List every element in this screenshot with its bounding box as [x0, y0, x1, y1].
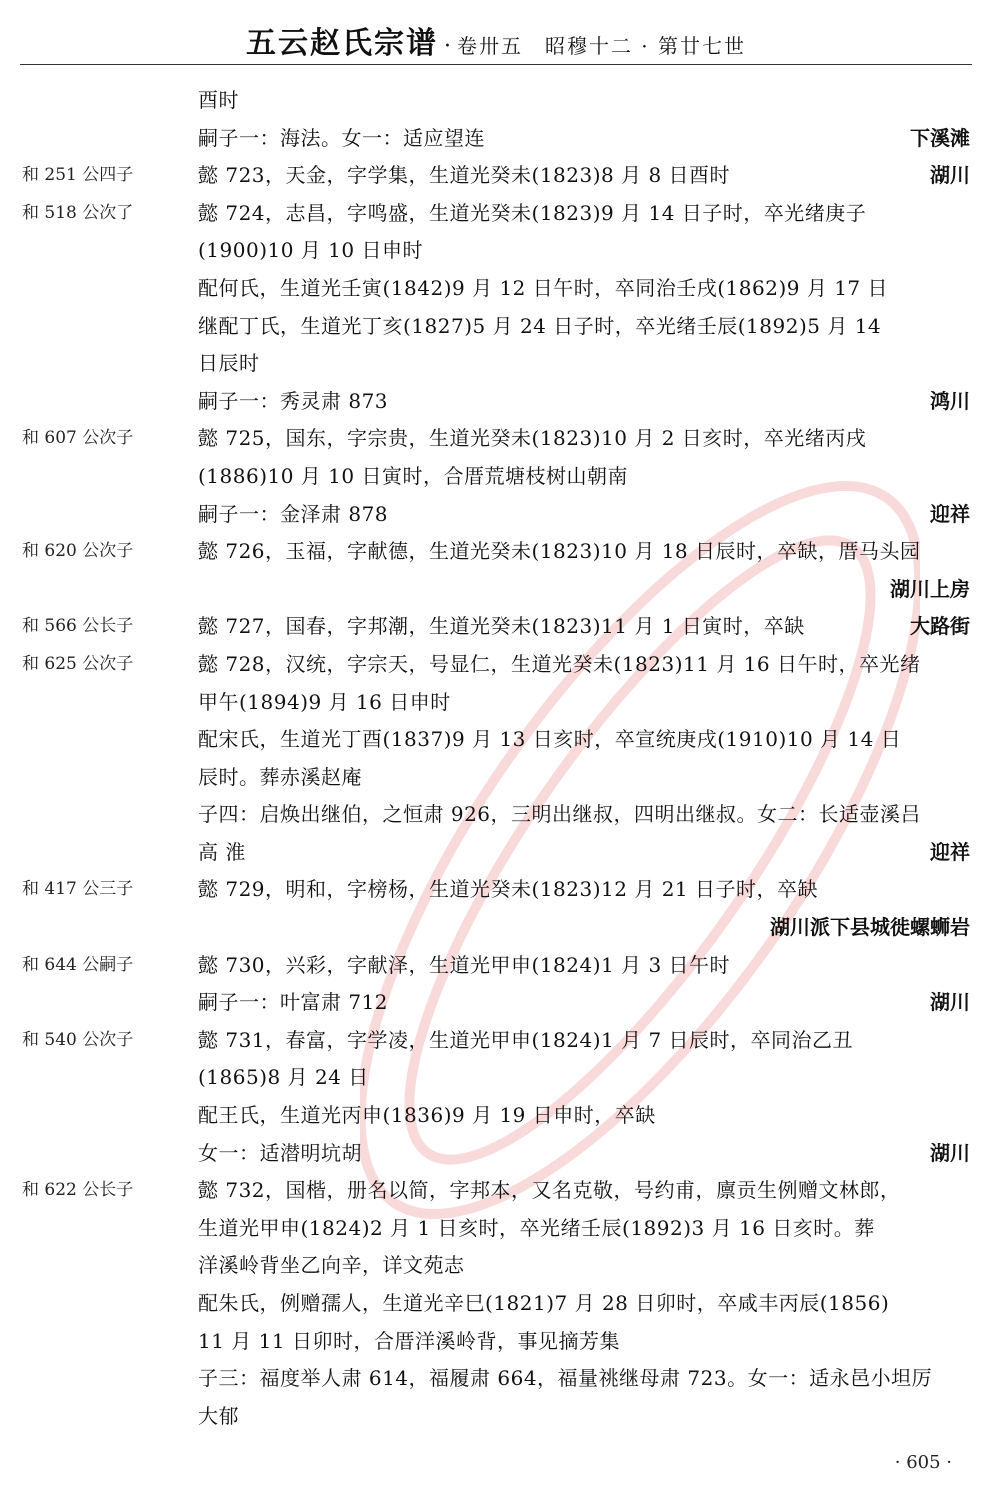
entry-text: 嗣子一：叶富肃 712: [198, 990, 389, 1015]
entry-text: 懿 732，国楷，册名以简，字邦本，又名克敬，号约甫，廪贡生例赠文林郎，: [198, 1178, 901, 1203]
entry-text: 懿 725，国东，字宗贵，生道光癸未(1823)10 月 2 日亥时，卒光绪丙戌: [198, 426, 867, 451]
entry-text: 高 淮: [198, 839, 246, 864]
entry-line: [0, 796, 992, 834]
parent-label: 和 622 公长子: [22, 1180, 134, 1201]
entry-text: 日辰时: [198, 351, 260, 376]
page-header: [20, 18, 972, 64]
entry-line: [0, 1135, 992, 1173]
parent-label: 和 644 公嗣子: [22, 954, 134, 975]
volume-subtitle: 卷卅五 昭穆十二 · 第廿七世: [456, 34, 747, 58]
entry-line: [0, 270, 992, 308]
parent-label: 和 607 公次子: [22, 428, 134, 449]
entry-line: [0, 909, 992, 947]
entry-line: [0, 1022, 992, 1060]
entry-text: 子四：启焕出继伯，之恒肃 926，三明出继叔，四明出继叔。女二：长适壶溪吕: [198, 802, 922, 827]
entry-line: [0, 82, 992, 120]
residence-place: 湖川上房: [890, 576, 970, 601]
entry-line: [0, 1360, 992, 1398]
book-title: 五云赵氏宗谱: [245, 26, 438, 61]
entry-line: [0, 195, 992, 233]
entry-line: [0, 984, 992, 1022]
entry-line: [0, 871, 992, 909]
entry-text: (1865)8 月 24 日: [198, 1065, 369, 1090]
entry-text: 子三：福度举人肃 614，福履肃 664，福量祧继母肃 723。女一：适永邑小坦厉: [198, 1366, 933, 1391]
entry-line: [0, 458, 992, 496]
entry-text: 嗣子一：秀灵肃 873: [198, 388, 389, 413]
entry-text: (1886)10 月 10 日寅时，合厝荒塘枝树山朝南: [198, 463, 628, 488]
header-rule: [20, 64, 972, 65]
entry-line: [0, 684, 992, 722]
entry-line: [0, 232, 992, 270]
entry-line: [0, 1172, 992, 1210]
entry-line: [0, 571, 992, 609]
entry-text: 懿 728，汉统，字宗天，号显仁，生道光癸未(1823)11 月 16 日午时，卒光绪: [198, 651, 921, 676]
residence-place: 下溪滩: [910, 125, 970, 150]
entry-text: (1900)10 月 10 日申时: [198, 238, 423, 263]
entry-text: 酉时: [198, 88, 239, 112]
entry-line: [0, 721, 992, 759]
page-number: · 605 ·: [894, 1452, 952, 1473]
entry-line: [0, 1059, 992, 1097]
entry-text: 配何氏，生道光壬寅(1842)9 月 12 日午时，卒同治壬戌(1862)9 月 17 日: [198, 275, 888, 300]
residence-place: 湖川: [930, 990, 970, 1015]
entry-text: 懿 723，天金，字学集，生道光癸未(1823)8 月 8 日酉时: [198, 163, 731, 188]
entry-line: [0, 1210, 992, 1248]
entry-text: 配朱氏，例赠孺人，生道光辛巳(1821)7 月 28 日卯时，卒咸丰丙辰(1856): [198, 1291, 890, 1315]
entry-text: 懿 724，志昌，字鸣盛，生道光癸未(1823)9 月 14 日子时，卒光绪庚子: [198, 200, 867, 225]
entry-line: [0, 533, 992, 571]
parent-label: 和 251 公四子: [22, 165, 134, 186]
entry-text: 配王氏，生道光丙申(1836)9 月 19 日申时，卒缺: [198, 1103, 656, 1128]
entry-text: 嗣子一：金泽肃 878: [198, 501, 389, 526]
entry-line: [0, 420, 992, 458]
entry-line: [0, 308, 992, 346]
residence-place: 湖川: [930, 1140, 970, 1165]
entry-text: 懿 726，玉福，字献德，生道光癸未(1823)10 月 18 日辰时，卒缺，厝马头园: [198, 539, 921, 564]
entry-line: [0, 1097, 992, 1135]
title-separator: ·: [443, 34, 451, 59]
entry-line: [0, 834, 992, 872]
residence-place: 大路街: [910, 614, 970, 639]
parent-label: 和 540 公次子: [22, 1029, 134, 1050]
residence-place: 迎祥: [930, 839, 970, 864]
parent-label: 和 417 公三子: [22, 879, 134, 900]
residence-place: 湖川: [930, 163, 970, 188]
entry-line: [0, 496, 992, 534]
entry-line: [0, 646, 992, 684]
entry-line: [0, 1323, 992, 1361]
entry-text: 嗣子一：海法。女一：适应望连: [198, 125, 485, 150]
entry-line: [0, 608, 992, 646]
entry-text: 11 月 11 日卯时，合厝洋溪岭背，事见摘芳集: [198, 1328, 620, 1353]
entry-text: 生道光甲申(1824)2 月 1 日亥时，卒光绪壬辰(1892)3 月 16 日亥时。葬: [198, 1215, 875, 1240]
entry-text: 懿 729，明和，字榜杨，生道光癸未(1823)12 月 21 日子时，卒缺: [198, 877, 819, 902]
entry-text: 大郁: [198, 1403, 239, 1428]
parent-label: 和 625 公次子: [22, 653, 134, 674]
entry-text: 懿 731，春富，字学凌，生道光甲申(1824)1 月 7 日辰时，卒同治乙丑: [198, 1027, 854, 1052]
entry-line: [0, 157, 992, 195]
parent-label: 和 518 公次了: [22, 202, 134, 223]
entry-text: 辰时。葬赤溪赵庵: [198, 764, 362, 789]
entry-text: 懿 727，国春，字邦潮，生道光癸未(1823)11 月 1 日寅时，卒缺: [198, 614, 805, 639]
entry-line: [0, 1398, 992, 1436]
entry-text: 女一：适潜明坑胡: [198, 1140, 362, 1165]
parent-label: 和 566 公长子: [22, 616, 134, 637]
entry-line: [0, 120, 992, 158]
parent-label: 和 620 公次子: [22, 541, 134, 562]
entry-line: [0, 345, 992, 383]
entry-text: 配宋氏，生道光丁酉(1837)9 月 13 日亥时，卒宣统庚戌(1910)10 月 14 日: [198, 727, 902, 752]
genealogy-entries: [0, 82, 992, 1435]
entry-text: 甲午(1894)9 月 16 日申时: [198, 689, 451, 714]
entry-line: [0, 1285, 992, 1323]
entry-line: [0, 759, 992, 797]
entry-text: 懿 730，兴彩，字献泽，生道光甲申(1824)1 月 3 日午时: [198, 952, 731, 977]
residence-place: 鸿川: [930, 388, 970, 413]
entry-line: [0, 947, 992, 985]
residence-place: 迎祥: [930, 501, 970, 526]
entry-text: 洋溪岭背坐乙向辛，详文苑志: [198, 1253, 465, 1278]
entry-text: 继配丁氏，生道光丁亥(1827)5 月 24 日子时，卒光绪壬辰(1892)5 月 14: [198, 313, 882, 338]
residence-place: 湖川派下县城徙螺蛳岩: [770, 915, 970, 940]
entry-line: [0, 383, 992, 421]
entry-line: [0, 1247, 992, 1285]
